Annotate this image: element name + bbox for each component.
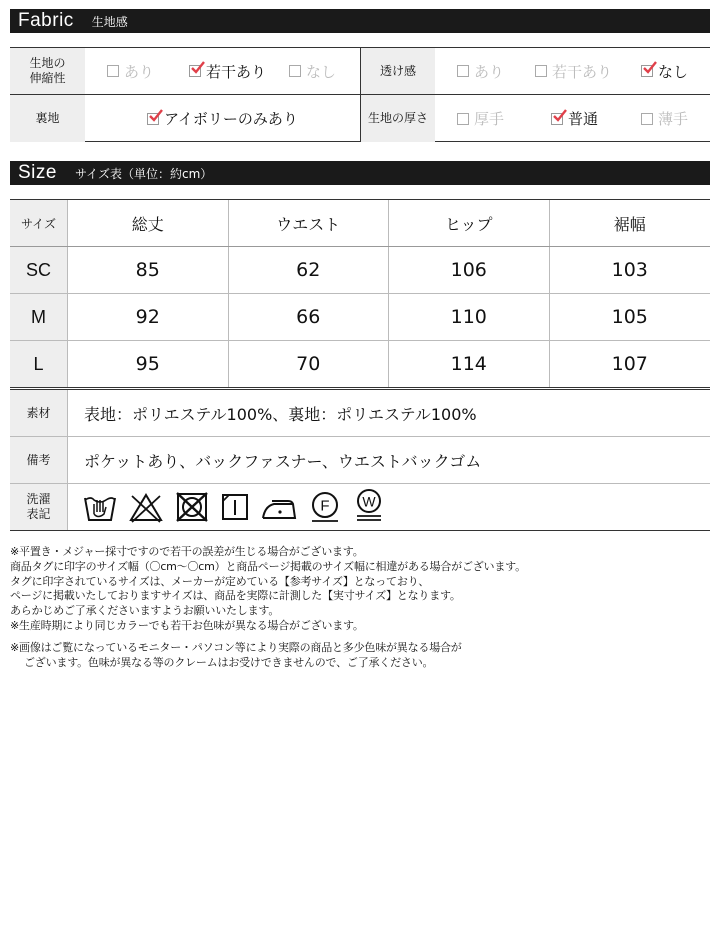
- stretch-label-line-1: 生地の: [29, 56, 66, 70]
- length-cell: 92: [68, 294, 229, 340]
- thickness-label: 生地の厚さ: [361, 95, 435, 142]
- line-dry-shade-icon: [220, 490, 250, 524]
- fabric-row-lining: [10, 95, 710, 142]
- size-table: [10, 199, 710, 388]
- option-label: なし: [658, 62, 689, 81]
- header-hem-width: 裾幅: [613, 214, 646, 234]
- sheer-option-none: [641, 61, 688, 82]
- size-cell: L: [10, 341, 68, 387]
- no-bleach-icon: [128, 490, 164, 524]
- option-label: 薄手: [658, 110, 689, 128]
- care-icons: [68, 484, 386, 530]
- hem-cell: 103: [611, 259, 648, 281]
- sheer-label: 透け感: [361, 48, 435, 94]
- material-row: [10, 390, 710, 437]
- checkbox-icon: [107, 65, 119, 77]
- wet-clean-w-icon: [352, 488, 386, 526]
- size-header-bar: [10, 161, 710, 185]
- no-tumble-dry-icon: [174, 490, 210, 524]
- header-size: サイズ: [10, 200, 68, 246]
- hip-cell: 110: [389, 294, 550, 340]
- footnote: ※画像はご覧になっているモニター・パソコン等により実際の商品と多少色味が異なる場合が: [10, 640, 462, 654]
- checkbox-icon: [289, 65, 301, 77]
- hem-cell: 107: [611, 353, 648, 375]
- wet-clean-letter: W: [362, 493, 376, 510]
- checked-checkbox-icon: [189, 65, 201, 77]
- sheer-option-slight: [535, 61, 641, 82]
- stretch-label: [10, 48, 85, 94]
- lining-option-ivory: [147, 108, 298, 129]
- size-cell: M: [10, 294, 68, 340]
- dry-clean-f-icon: [308, 490, 342, 524]
- fabric-subtitle: 生地感: [91, 14, 128, 29]
- notes-label: 備考: [10, 437, 68, 483]
- header-length: 総丈: [68, 200, 229, 246]
- table-row: [10, 247, 710, 294]
- option-label: なし: [306, 62, 337, 81]
- header-waist: ウエスト: [229, 200, 390, 246]
- table-row: [10, 294, 710, 341]
- material-value: 表地：ポリエステル100%、裏地：ポリエステル100%: [84, 404, 477, 424]
- fabric-row-stretch: [10, 48, 710, 95]
- thickness-option-normal: [551, 108, 641, 129]
- length-cell: 95: [68, 341, 229, 387]
- waist-cell: 70: [229, 341, 390, 387]
- option-label: 厚手: [474, 110, 505, 128]
- option-label: 若干あり: [206, 62, 267, 81]
- sheer-options: [435, 48, 710, 94]
- waist-cell: 62: [229, 247, 390, 293]
- footnote: 商品タグに印字のサイズ幅（〇cm～〇cm）と商品ページ掲載のサイズ幅に相違がある場合がございます。: [10, 559, 526, 573]
- thickness-option-thin: [641, 108, 688, 129]
- hand-wash-icon: [82, 490, 118, 524]
- option-label: あり: [474, 62, 505, 81]
- size-subtitle: サイズ表（単位：約cm）: [74, 166, 213, 181]
- hem-cell: 105: [611, 306, 648, 328]
- care-label-line-2: 表記: [26, 507, 51, 521]
- fabric-table: [10, 47, 710, 142]
- footnote: タグに印字されているサイズは、メーカーが定めている【参考サイズ】となっており、: [10, 574, 430, 588]
- iron-low-icon: [260, 490, 298, 524]
- stretch-option-slight: [189, 61, 289, 82]
- checked-checkbox-icon: [551, 113, 563, 125]
- checkbox-icon: [457, 65, 469, 77]
- care-label: [10, 484, 68, 530]
- stretch-option-yes: [107, 61, 189, 82]
- footnote: ございます。色味が異なる等のクレームはお受けできませんので、ご了承ください。: [24, 655, 434, 669]
- stretch-option-none: [289, 61, 336, 82]
- lining-label: 裏地: [10, 95, 85, 142]
- notes-row: [10, 437, 710, 484]
- size-table-header: [10, 200, 710, 247]
- footnote: あらかじめご了承くださいますようお願いいたします。: [10, 604, 280, 618]
- option-label: あり: [124, 62, 155, 81]
- footnote: ページに掲載いたしておりますサイズは、商品を実際に計測した【実寸サイズ】となります。: [10, 589, 461, 603]
- footnote: ※生産時期により同じカラーでも若干お色味が異なる場合がございます。: [10, 618, 364, 632]
- size-cell: SC: [10, 247, 68, 293]
- size-title: Size: [18, 162, 57, 183]
- option-label: 普通: [568, 110, 599, 128]
- checkbox-icon: [535, 65, 547, 77]
- checked-checkbox-icon: [641, 65, 653, 77]
- notes-value: ポケットあり、バックファスナー、ウエストバックゴム: [84, 451, 482, 471]
- waist-cell: 66: [229, 294, 390, 340]
- checkbox-icon: [457, 113, 469, 125]
- thickness-options: [435, 95, 710, 142]
- care-label-line-1: 洗濯: [26, 492, 51, 506]
- footnotes: [10, 545, 710, 670]
- hip-cell: 106: [389, 247, 550, 293]
- footnote: ※平置き・メジャー採寸ですので若干の誤差が生じる場合がございます。: [10, 545, 364, 558]
- header-hip: ヒップ: [389, 200, 550, 246]
- lining-options: [85, 95, 360, 142]
- stretch-options: [85, 48, 360, 94]
- info-table: [10, 389, 710, 531]
- stretch-label-line-2: 伸縮性: [29, 71, 66, 85]
- option-label: アイボリーのみあり: [164, 110, 298, 128]
- thickness-option-thick: [457, 108, 551, 129]
- fabric-title: Fabric: [18, 10, 74, 31]
- dry-clean-letter: F: [320, 497, 330, 515]
- fabric-header-bar: [10, 9, 710, 33]
- sheer-option-yes: [457, 61, 535, 82]
- care-row: [10, 484, 710, 530]
- checked-checkbox-icon: [147, 113, 159, 125]
- hip-cell: 114: [389, 341, 550, 387]
- material-label: 素材: [10, 390, 68, 436]
- table-row: [10, 341, 710, 388]
- length-cell: 85: [68, 247, 229, 293]
- checkbox-icon: [641, 113, 653, 125]
- option-label: 若干あり: [552, 62, 613, 81]
